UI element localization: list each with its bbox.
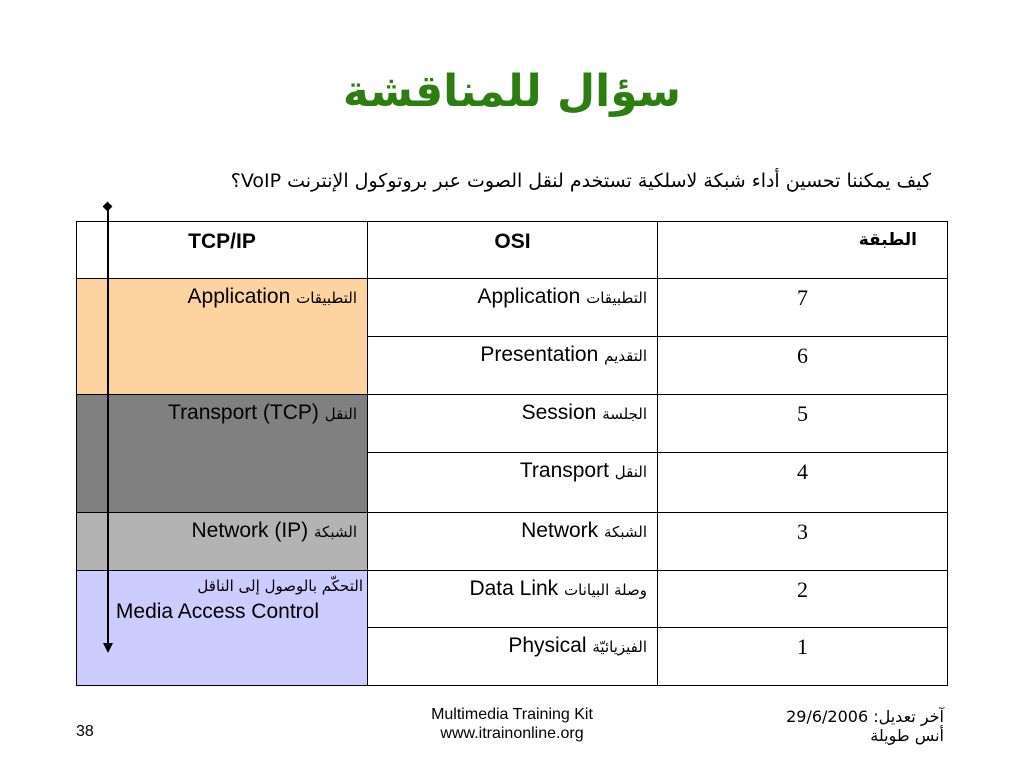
header-osi: OSI [368,222,658,279]
vertical-arrow-line [107,207,109,645]
tcpip-application-ar: التطبيقات [296,289,357,307]
footer-author: أنس طويلة [870,726,944,745]
footer-url: www.itrainonline.org [440,725,584,742]
osi-ar-1: الفيزيائيّة [592,638,647,656]
osi-en-4: Transport [519,459,609,482]
tcpip-mac-ar: التحكّم بالوصول إلى الناقل [197,577,363,595]
tcpip-network-en: Network (IP) [191,519,309,542]
slide-title: سؤال للمناقشة [342,66,682,117]
osi-ar-3: الشبكة [604,523,647,541]
arrow-down-icon [103,643,113,653]
osi-en-7: Application [477,285,581,308]
layer-num-1: 1 [658,628,948,686]
table-row [77,571,948,628]
tcpip-application-cell [77,279,368,395]
osi-en-6: Presentation [480,343,599,366]
header-tcpip: TCP/IP [77,222,368,279]
layer-num-2: 2 [658,571,948,628]
layer-num-3: 3 [658,513,948,571]
table-header-row [77,222,948,279]
tcpip-transport-cell [77,395,368,513]
osi-cell-6 [368,337,658,395]
osi-en-1: Physical [508,634,587,657]
layer-num-5: 5 [658,395,948,453]
page-number: 38 [76,723,94,740]
tcpip-transport-en: Transport (TCP) [168,401,319,424]
table-row [77,513,948,571]
tcpip-transport-ar: النقل [324,405,357,423]
layer-num-4: 4 [658,453,948,513]
header-layer: الطبقة [658,222,948,279]
osi-cell-2 [368,571,658,628]
tcpip-network-cell [77,513,368,571]
table-row [77,395,948,453]
layer-num-6: 6 [658,337,948,395]
osi-cell-7 [368,279,658,337]
footer-kit-name: Multimedia Training Kit [431,706,593,723]
tcpip-mac-cell [77,571,368,686]
tcpip-network-ar: الشبكة [314,523,357,541]
osi-cell-5 [368,395,658,453]
modified-label: آخر تعديل: [873,707,944,726]
osi-tcpip-table [76,221,948,686]
osi-ar-2: وصلة البيانات [564,581,647,599]
osi-en-3: Network [521,519,599,542]
osi-cell-4 [368,453,658,513]
osi-en-2: Data Link [469,577,559,600]
osi-ar-5: الجلسة [602,405,647,423]
footer-modified [786,707,944,745]
osi-ar-7: التطبيقات [586,289,647,307]
osi-cell-3 [368,513,658,571]
osi-cell-1 [368,628,658,686]
layer-num-7: 7 [658,279,948,337]
osi-ar-4: النقل [614,463,647,481]
table-row [77,279,948,337]
osi-en-5: Session [521,401,597,424]
osi-ar-6: التقديم [604,347,647,365]
modified-date: 29/6/2006 [786,707,869,726]
tcpip-application-en: Application [187,285,291,308]
discussion-question: كيف يمكننا تحسين أداء شبكة لاسلكية تستخدم لنقل الصوت عبر بروتوكول الإنترنت VoIP؟ [230,170,931,192]
tcpip-mac-en: Media Access Control [115,600,319,623]
